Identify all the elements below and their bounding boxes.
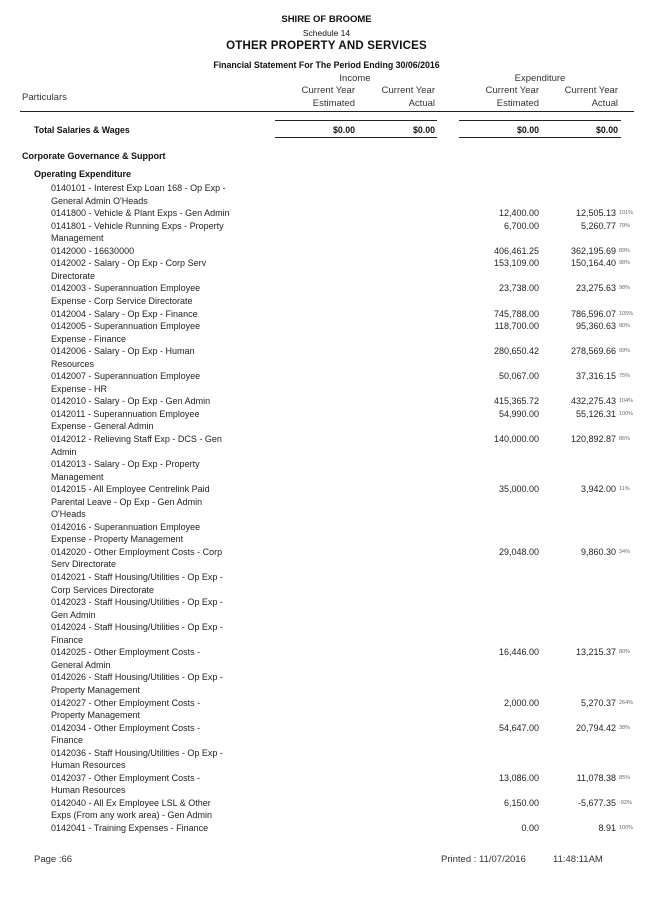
account-description: O'Heads (51, 509, 86, 520)
table-row (0, 183, 653, 206)
table-row (0, 408, 653, 432)
table-row (0, 797, 653, 821)
account-description: 0142012 - Relieving Staff Exp - DCS - Gen (51, 434, 222, 444)
account-description: Property Management (51, 684, 141, 695)
account-description: Human Resources (51, 760, 126, 771)
report-subtitle: Financial Statement For The Period Ending 30/06/2016 (213, 60, 440, 70)
expenditure-estimated-value: 50,067.00 (498, 371, 539, 382)
income-actual-header-line1: Current Year (381, 85, 435, 96)
income-group-header: Income (339, 73, 371, 84)
total-income-estimated: $0.00 (332, 125, 355, 135)
table-row (0, 722, 653, 746)
table-row (0, 321, 653, 344)
expenditure-total-rule-top (459, 120, 621, 121)
account-description: 0142011 - Superannuation Employee (51, 408, 200, 419)
expenditure-estimated-value: 415,365.72 (493, 396, 539, 407)
percent-of-estimate: -92% (619, 799, 632, 806)
expenditure-actual-value: 786,596.07 (570, 308, 616, 319)
expenditure-estimated-value: 153,109.00 (493, 258, 539, 269)
table-row (0, 208, 653, 221)
account-description: 0142005 - Superannuation Employee (51, 321, 201, 332)
account-description: 0142040 - All Ex Employee LSL & Other (51, 797, 211, 808)
table-row (0, 283, 653, 306)
expenditure-group-header: Expenditure (514, 73, 566, 84)
income-estimated-header-line1: Current Year (301, 85, 355, 96)
account-description: 0142027 - Other Employment Costs - (51, 697, 201, 708)
account-description: Corp Services Directorate (51, 584, 155, 595)
total-expenditure-actual: $0.00 (595, 125, 618, 135)
subsection-title: Operating Expenditure (34, 169, 132, 179)
account-description: 0142020 - Other Employment Costs - Corp (51, 546, 223, 557)
table-row (0, 220, 653, 244)
percent-of-estimate: 264% (619, 699, 634, 706)
account-description: 0142016 - Superannuation Employee (51, 521, 201, 532)
table-row (0, 572, 653, 595)
expenditure-total-rule-bottom (459, 137, 621, 138)
table-row (0, 697, 653, 721)
expenditure-actual-value: 5,270.37 (580, 697, 616, 708)
percent-of-estimate: 99% (619, 348, 631, 355)
account-description: Directorate (51, 270, 96, 281)
expenditure-estimated-value: 16,446.00 (498, 647, 539, 658)
account-description: 0142024 - Staff Housing/Utilities - Op Exp - (51, 622, 223, 633)
expenditure-actual-value: 432,275.43 (570, 396, 616, 407)
expenditure-estimated-value: 35,000.00 (498, 484, 539, 495)
account-description: 0142004 - Salary - Op Exp - Finance (51, 308, 198, 319)
percent-of-estimate: 11% (619, 486, 630, 493)
percent-of-estimate: 100% (619, 825, 634, 832)
expenditure-actual-value: 120,892.87 (570, 434, 616, 444)
table-row (0, 622, 653, 645)
account-description: Human Resources (51, 785, 126, 796)
account-description: 0142023 - Staff Housing/Utilities - Op Exp - (51, 597, 223, 608)
expenditure-actual-value: 12,505.13 (575, 208, 616, 219)
percent-of-estimate: 101% (619, 210, 634, 217)
expenditure-estimated-header-line2: Estimated (496, 98, 539, 109)
section-title: Corporate Governance & Support (22, 151, 166, 161)
expenditure-estimated-value: 745,788.00 (493, 308, 539, 319)
percent-of-estimate: 89% (619, 247, 631, 254)
page-number: Page :66 (34, 854, 73, 865)
account-description: 0142006 - Salary - Op Exp - Human (51, 346, 195, 357)
account-description: Expense - HR (51, 383, 108, 394)
expenditure-actual-value: 150,164.40 (570, 258, 616, 269)
expenditure-actual-value: 20,794.42 (575, 722, 616, 733)
expenditure-estimated-value: 23,738.00 (498, 283, 539, 294)
report-title: OTHER PROPERTY AND SERVICES (226, 40, 427, 52)
account-description: 0142007 - Superannuation Employee (51, 371, 201, 382)
org-name: SHIRE OF BROOME (281, 14, 372, 25)
account-description: Management (51, 471, 104, 482)
table-row (0, 521, 653, 545)
expenditure-estimated-value: 54,990.00 (498, 408, 539, 419)
header-rule (20, 111, 634, 112)
account-description: 0142003 - Superannuation Employee (51, 283, 201, 294)
expenditure-actual-value: 5,260.77 (580, 220, 616, 231)
account-description: Admin (51, 446, 77, 457)
table-row (0, 371, 653, 394)
account-description: 0142025 - Other Employment Costs - (51, 647, 201, 658)
account-description: 0140101 - Interest Exp Loan 168 - Op Exp - (51, 183, 226, 193)
account-description: Exps (From any work area) - Gen Admin (51, 810, 213, 821)
printed-date: Printed : 11/07/2016 (441, 854, 526, 865)
account-description: 0142036 - Staff Housing/Utilities - Op Exp - (51, 747, 223, 758)
expenditure-actual-value: 55,126.31 (575, 408, 616, 419)
account-description: Expense - Corp Service Directorate (51, 295, 193, 306)
table-row (0, 309, 653, 322)
expenditure-actual-value: -5,677.35 (577, 797, 616, 808)
expenditure-estimated-value: 29,048.00 (498, 546, 539, 557)
account-description: Expense - Finance (51, 333, 127, 344)
account-description: Gen Admin (51, 609, 96, 620)
account-description: 0142034 - Other Employment Costs - (51, 722, 201, 733)
account-description: General Admin O'Heads (51, 195, 148, 206)
account-description: 0142026 - Staff Housing/Utilities - Op Exp - (51, 672, 223, 683)
expenditure-estimated-value: 118,700.00 (494, 321, 539, 332)
expenditure-estimated-value: 406,461.25 (493, 245, 539, 256)
expenditure-estimated-value: 13,086.00 (498, 772, 539, 783)
percent-of-estimate: 34% (619, 548, 631, 555)
percent-of-estimate: 38% (619, 724, 631, 731)
percent-of-estimate: 105% (619, 310, 634, 317)
percent-of-estimate: 98% (619, 285, 631, 292)
table-row (0, 246, 653, 259)
expenditure-actual-value: 3,942.00 (580, 484, 616, 495)
table-row (0, 346, 653, 369)
account-description: Finance (51, 634, 84, 645)
particulars-header: Particulars (22, 92, 67, 103)
table-row (0, 647, 653, 670)
account-description: Parental Leave - Op Exp - Gen Admin (51, 496, 203, 507)
expenditure-actual-header-line2: Actual (591, 98, 618, 109)
expenditure-actual-header-line1: Current Year (564, 85, 618, 96)
account-description: 0141800 - Vehicle & Plant Exps - Gen Admin (51, 208, 230, 219)
expenditure-actual-value: 23,275.63 (575, 283, 616, 294)
account-description: 0142013 - Salary - Op Exp - Property (51, 459, 200, 470)
expenditure-actual-value: 8.91 (598, 823, 616, 834)
income-estimated-header-line2: Estimated (312, 98, 355, 109)
account-description: Finance (51, 735, 84, 746)
expenditure-actual-value: 362,195.69 (570, 245, 616, 256)
total-expenditure-estimated: $0.00 (516, 125, 539, 135)
percent-of-estimate: 85% (619, 774, 631, 781)
income-total-rule-bottom (275, 137, 437, 138)
account-description: 0142002 - Salary - Op Exp - Corp Serv (51, 258, 207, 269)
table-row (0, 258, 653, 281)
expenditure-estimated-value: 54,647.00 (498, 722, 539, 733)
percent-of-estimate: 86% (619, 436, 631, 442)
table-row (0, 823, 653, 836)
expenditure-actual-value: 278,569.66 (570, 346, 616, 357)
account-description: 0142037 - Other Employment Costs - (51, 772, 201, 783)
table-row (0, 434, 653, 457)
table-row (0, 546, 653, 570)
table-row (0, 484, 653, 520)
expenditure-actual-value: 11,078.38 (576, 772, 616, 783)
expenditure-estimated-value: 0.00 (521, 823, 539, 834)
account-description: 0142021 - Staff Housing/Utilities - Op Exp - (51, 572, 223, 583)
account-description: Management (51, 233, 104, 244)
income-actual-header-line2: Actual (408, 98, 435, 109)
percent-of-estimate: 80% (619, 649, 631, 656)
expenditure-estimated-value: 6,150.00 (503, 797, 539, 808)
account-description: General Admin (51, 659, 111, 670)
income-total-rule-top (275, 120, 437, 121)
expenditure-estimated-value: 2,000.00 (503, 697, 539, 708)
table-row (0, 672, 653, 695)
account-description: 0142010 - Salary - Op Exp - Gen Admin (51, 396, 211, 407)
account-description: Serv Directorate (51, 559, 117, 570)
expenditure-actual-value: 95,360.63 (575, 321, 616, 332)
printed-time: 11:48:11AM (553, 854, 603, 865)
schedule-label: Schedule 14 (302, 28, 351, 38)
table-row (0, 772, 653, 796)
table-row (0, 747, 653, 771)
account-description: 0141801 - Vehicle Running Exps - Property (51, 220, 224, 231)
account-description: Resources (51, 358, 95, 369)
percent-of-estimate: 80% (619, 323, 631, 330)
total-salaries-label: Total Salaries & Wages (34, 125, 130, 135)
percent-of-estimate: 98% (619, 260, 631, 267)
expenditure-estimated-value: 280,650.42 (493, 346, 539, 357)
expenditure-estimated-value: 6,700.00 (503, 220, 539, 231)
account-description: 0142041 - Training Expenses - Finance (51, 823, 209, 834)
percent-of-estimate: 104% (619, 398, 634, 405)
percent-of-estimate: 100% (619, 410, 634, 417)
expenditure-estimated-value: 12,400.00 (498, 208, 539, 219)
expenditure-estimated-value: 140,000.00 (493, 434, 539, 444)
account-description: Expense - Property Management (51, 534, 184, 545)
account-description: 0142000 - 16630000 (51, 245, 135, 256)
percent-of-estimate: 79% (619, 222, 631, 229)
total-income-actual: $0.00 (412, 125, 435, 135)
table-row (0, 597, 653, 620)
table-row (0, 396, 653, 409)
expenditure-actual-value: 13,215.37 (575, 647, 616, 658)
account-description: Expense - General Admin (51, 421, 154, 432)
table-row (0, 459, 653, 482)
expenditure-actual-value: 37,316.15 (575, 371, 616, 382)
percent-of-estimate: 75% (619, 373, 631, 380)
expenditure-estimated-header-line1: Current Year (485, 85, 539, 96)
account-description: 0142015 - All Employee Centrelink Paid (51, 484, 210, 495)
expenditure-actual-value: 9,860.30 (580, 546, 616, 557)
account-description: Property Management (51, 710, 141, 721)
